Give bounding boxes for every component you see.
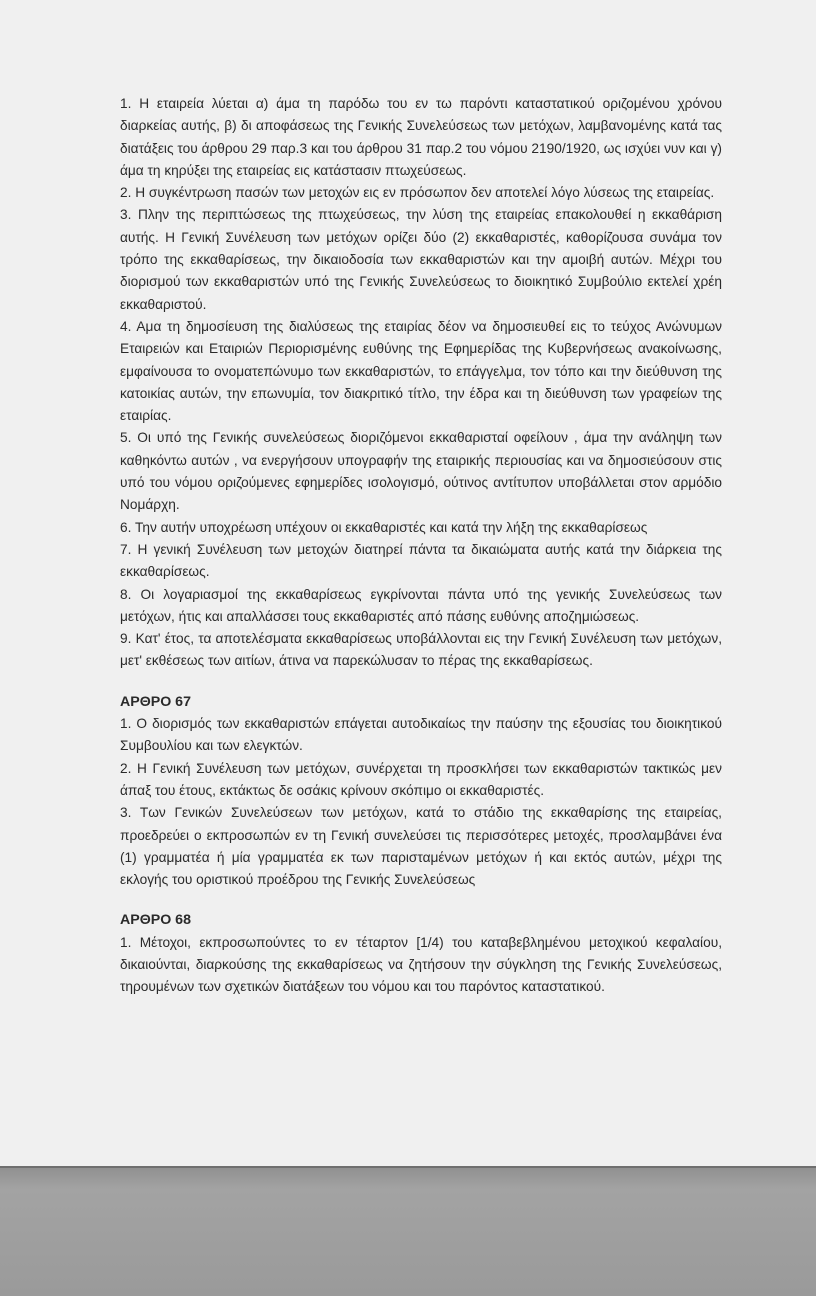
- page-edge: [0, 1166, 816, 1168]
- paragraph: 1. Ο διορισμός των εκκαθαριστών επάγεται αυτοδικαίως την παύσην της εξουσίας του διοικητικού Συμβουλίου και των ελεγκτών.: [120, 716, 722, 754]
- paragraph: 3. Των Γενικών Συνελεύσεων των μετόχων, κατά το στάδιο της εκκαθαρίσης της εταιρείας, προεδρεύει ο εκπροσωπών εν τη Γενική συνελεύσει τις περισσότερες μετοχές, προσλαμβάνει ένα (1) γραμματέα ή μία γραμματέα εκ των παρισταμένων μετόχων ή και εκτός αυτών, μέχρι της εκλογής του οριστικού προέδρου της Γενικής Συνελεύσεως: [120, 805, 722, 888]
- dissolution-section: [120, 93, 722, 673]
- paragraph: 6. Την αυτήν υποχρέωση υπέχουν οι εκκαθαριστές και κατά την λήξη της εκκαθαρίσεως: [120, 519, 648, 535]
- paragraph: 1. Η εταιρεία λύεται α) άμα τη παρόδω του εν τω παρόντι καταστατικού οριζομένου χρόνου διαρκείας αυτής, β) δι αποφάσεως της Γενικής Συνελεύσεως των μετόχων, λαμβανομένης κατά τας διατάξεις του άρθρου 29 παρ.3 και του άρθρου 31 παρ.2 του νόμου 2190/1920, ως ισχύει νυν και γ) άμα τη κηρύξει της εταιρείας εις κατάστασιν πτωχεύσεως.: [120, 96, 722, 178]
- paragraph: 8. Οι λογαριασμοί της εκκαθαρίσεως εγκρίνονται πάντα υπό της γενικής Συνελεύσεως των μετόχων, ήτις και απαλλάσσει τους εκκαθαριστές από πάσης ευθύνης αποζημιώσεως.: [120, 586, 722, 624]
- article-67-heading: ΑΡΘΡΟ 67: [120, 693, 191, 710]
- article-67-section: [120, 691, 722, 892]
- document-body: [120, 93, 722, 999]
- article-68-heading: ΑΡΘΡΟ 68: [120, 912, 191, 929]
- paragraph: 4. Αμα τη δημοσίευση της διαλύσεως της εταιρίας δέον να δημοσιευθεί εις το τεύχος Ανώνυμων Εταιρειών και Εταιριών Περιορισμένης ευθύνης της Εφημερίδας της Κυβερνήσεως ανακοίνωσης, εμφαίνουσα το ονοματεπώνυμο των εκκαθαριστών, το επάγγελμα, τον τόπο και την διεύθυνση της κατοικίας αυτών, την επωνυμία, τον διακριτικό τίτλο, την έδρα και τη διεύθυνση των γραφείων της εταιρίας.: [120, 318, 722, 424]
- scan-background: [0, 1166, 816, 1296]
- paragraph: 1. Μέτοχοι, εκπροσωπούντες το εν τέταρτον [1/4) του καταβεβλημένου μετοχικού κεφαλαίου, δικαιούνται, διαρκούσης της εκκαθαρίσεως να ζητήσουν την σύγκληση της Γενικής Συνελεύσεως, τηρουμένων των σχετικών διατάξεων του νόμου και του παρόντος καταστατικού.: [120, 934, 722, 995]
- paragraph: 2. Η Γενική Συνέλευση των μετόχων, συνέρχεται τη προσκλήσει των εκκαθαριστών τακτικώς μεν άπαξ του έτους, εκτάκτως δε οσάκις κρίνουν σκόπιμο οι εκκαθαριστές.: [120, 760, 722, 798]
- article-68-section: [120, 909, 722, 998]
- paragraph: 5. Οι υπό της Γενικής συνελεύσεως διοριζόμενοι εκκαθαρισταί οφείλουν , άμα την ανάληψη των καθηκόντω αυτών , να ενεργήσουν υπογραφήν της εταιρικής περιουσίας και να δημοσιεύσουν στις υπό του νόμου οριζούμενες εφημερίδες ισολογισμό, ούτινος αντίτυπον υποβάλλεται στον αρμόδιο Νομάρχη.: [120, 430, 722, 513]
- paragraph: 9. Κατ' έτος, τα αποτελέσματα εκκαθαρίσεως υποβάλλονται εις την Γενική Συνέλευση των μετόχων, μετ' εκθέσεως των αιτίων, άτινα να παρεκώλυσαν το πέρας της εκκαθαρίσεως.: [120, 631, 722, 669]
- paragraph: 2. Η συγκέντρωση πασών των μετοχών εις εν πρόσωπον δεν αποτελεί λόγο λύσεως της εταιρείας.: [120, 185, 715, 201]
- paragraph: 3. Πλην της περιπτώσεως της πτωχεύσεως, την λύση της εταιρείας επακολουθεί η εκκαθάριση αυτής. Η Γενική Συνέλευση των μετόχων ορίζει δύο (2) εκκαθαριστές, καθορίζουσα συνάμα τον τρόπο της εκκαθαρίσεως, την δικαιοδοσία των εκκαθαριστών και την αμοιβή αυτών. Μέχρι του διορισμού των εκκαθαριστών υπό της Γενικής Συνελεύσεως το διοικητικό Συμβούλιο εκτελεί χρέη εκκαθαριστού.: [120, 207, 722, 312]
- paragraph: 7. Η γενική Συνέλευση των μετοχών διατηρεί πάντα τα δικαιώματα αυτής κατά την διάρκεια της εκκαθαρίσεως.: [120, 541, 722, 580]
